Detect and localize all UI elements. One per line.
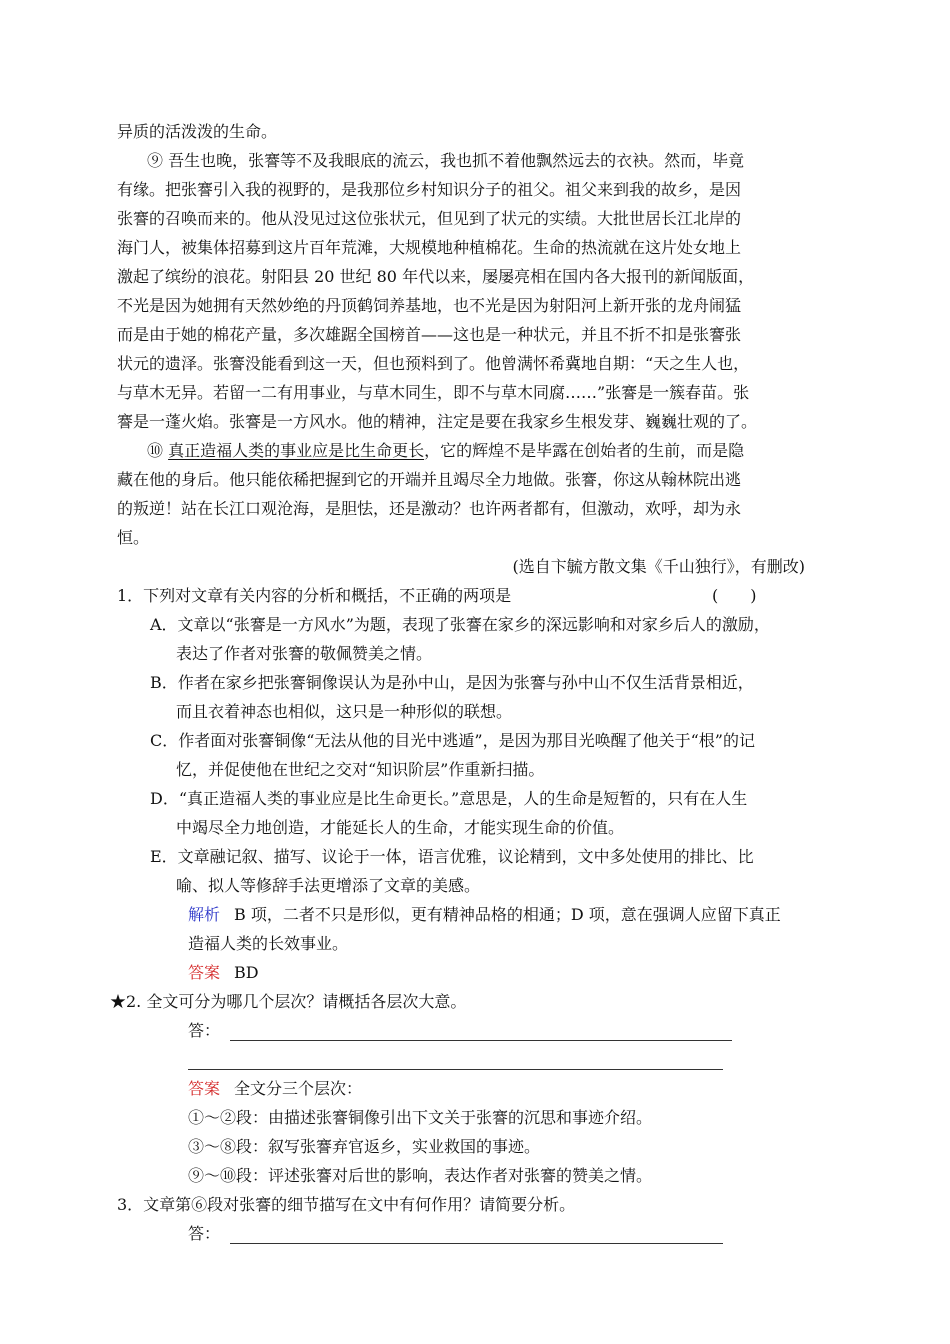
option-c-line: C．作者面对张謇铜像“无法从他的目光中逃遁”，是因为那目光唤醒了他关于“根”的记 (150, 731, 755, 750)
option-e-line: 喻、拟人等修辞手法更增添了文章的美感。 (176, 876, 481, 895)
underlined-key-sentence: 真正造福人类的事业应是比生命更长 (168, 441, 425, 460)
analysis-text: B 项，二者不只是形似，更有精神品格的相通；D 项，意在强调人应留下真正 (234, 905, 781, 924)
option-a-line: 表达了作者对张謇的敬佩赞美之情。 (176, 644, 433, 663)
option-b-line: 而且衣着神态也相似，这只是一种形似的联想。 (176, 702, 513, 721)
answer-label: 答案 (188, 1079, 221, 1098)
answer-intro: 全文分三个层次： (234, 1079, 363, 1098)
answer-line (188, 963, 259, 983)
paragraph-10-first-line (147, 441, 744, 461)
source-citation: (选自卞毓方散文集《千山独行》，有删改) (512, 557, 805, 576)
answer-bracket: ( ) (712, 586, 757, 605)
paragraph-9-line: 与草木无异。若留一二有用事业，与草木同生，即不与草木同腐……”张謇是一簇春苗。张 (117, 383, 750, 402)
paragraph-number: ⑩ (147, 441, 169, 460)
answer-item: ③～⑧段：叙写张謇弃官返乡，实业救国的事迹。 (188, 1137, 541, 1156)
answer-item: ⑨～⑩段：评述张謇对后世的影响，表达作者对张謇的赞美之情。 (188, 1166, 653, 1185)
paragraph-9-line: 激起了缤纷的浪花。射阳县 20 世纪 80 年代以来，屡屡亮相在国内各大报刊的新闻版面， (117, 267, 755, 286)
analysis-label: 解析 (188, 905, 221, 924)
answer-prompt: 答： (188, 1224, 221, 1243)
paragraph-10-line: 恒。 (117, 528, 150, 547)
answer-line (188, 1079, 362, 1099)
paragraph-9-line: 不光是因为她拥有天然妙绝的丹顶鹤饲养基地，也不光是因为射阳河上新开张的龙舟闹猛 (117, 296, 742, 315)
option-a-line: A．文章以“张謇是一方风水”为题，表现了张謇在家乡的深远影响和对家乡后人的激励， (150, 615, 770, 634)
answer-blank-line[interactable] (188, 1069, 723, 1070)
question-3-stem: 3．文章第⑥段对张謇的细节描写在文中有何作用？请简要分析。 (117, 1195, 576, 1214)
question-2-stem: ★2. 全文可分为哪几个层次？请概括各层次大意。 (110, 992, 467, 1011)
answer-prompt: 答： (188, 1021, 221, 1040)
answer-item: ①～②段：由描述张謇铜像引出下文关于张謇的沉思和事迹介绍。 (188, 1108, 653, 1127)
paragraph-9-line: 有缘。把张謇引入我的视野的，是我那位乡村知识分子的祖父。祖父来到我的故乡，是因 (117, 180, 742, 199)
paragraph-9-line: 海门人，被集体招募到这片百年荒滩，大规模地种植棉花。生命的热流就在这片处女地上 (117, 238, 742, 257)
analysis-line: 造福人类的长效事业。 (188, 934, 349, 953)
option-d-line: 中竭尽全力地创造，才能延长人的生命，才能实现生命的价值。 (176, 818, 625, 837)
paragraph-10-line: 的叛逆！站在长江口观沧海，是胆怯，还是激动？也许两者都有，但激动，欢呼，却为永 (117, 499, 742, 518)
paragraph-10-text: ，它的辉煌不是毕露在创始者的生前，而是隐 (424, 441, 745, 460)
paragraph-9-line: 而是由于她的棉花产量，多次雄踞全国榜首——这也是一种状元，并且不折不扣是张謇张 (117, 325, 742, 344)
paragraph-9-line: ⑨ 吾生也晚，张謇等不及我眼底的流云，我也抓不着他飘然远去的衣袂。然而，毕竟 (147, 151, 745, 170)
paragraph-9-line: 謇是一蓬火焰。张謇是一方风水。他的精神，注定是要在我家乡生根发芽、巍巍壮观的了。 (117, 412, 758, 431)
answer-text: BD (234, 963, 259, 982)
analysis-line (188, 905, 781, 925)
option-e-line: E．文章融记叙、描写、议论于一体，语言优雅，议论精到，文中多处使用的排比、比 (150, 847, 754, 866)
answer-blank-line[interactable] (230, 1243, 723, 1244)
answer-label: 答案 (188, 963, 221, 982)
question-1-stem: 1．下列对文章有关内容的分析和概括，不正确的两项是 (117, 586, 512, 605)
paragraph-9-line: 张謇的召唤而来的。他从没见过这位张状元，但见到了状元的实绩。大批世居长江北岸的 (117, 209, 742, 228)
paragraph-9-line: 状元的遗泽。张謇没能看到这一天，但也预料到了。他曾满怀希冀地自期：“天之生人也， (117, 354, 750, 373)
paragraph-10-line: 藏在他的身后。他只能依稀把握到它的开端并且竭尽全力地做。张謇，你这从翰林院出逃 (117, 470, 742, 489)
answer-blank-line[interactable] (230, 1040, 732, 1041)
passage-line: 异质的活泼泼的生命。 (117, 122, 278, 141)
option-b-line: B．作者在家乡把张謇铜像误认为是孙中山，是因为张謇与孙中山不仅生活背景相近， (150, 673, 754, 692)
option-d-line: D．“真正造福人类的事业应是比生命更长。”意思是，人的生命是短暂的，只有在人生 (150, 789, 748, 808)
option-c-line: 忆，并促使他在世纪之交对“知识阶层”作重新扫描。 (176, 760, 545, 779)
